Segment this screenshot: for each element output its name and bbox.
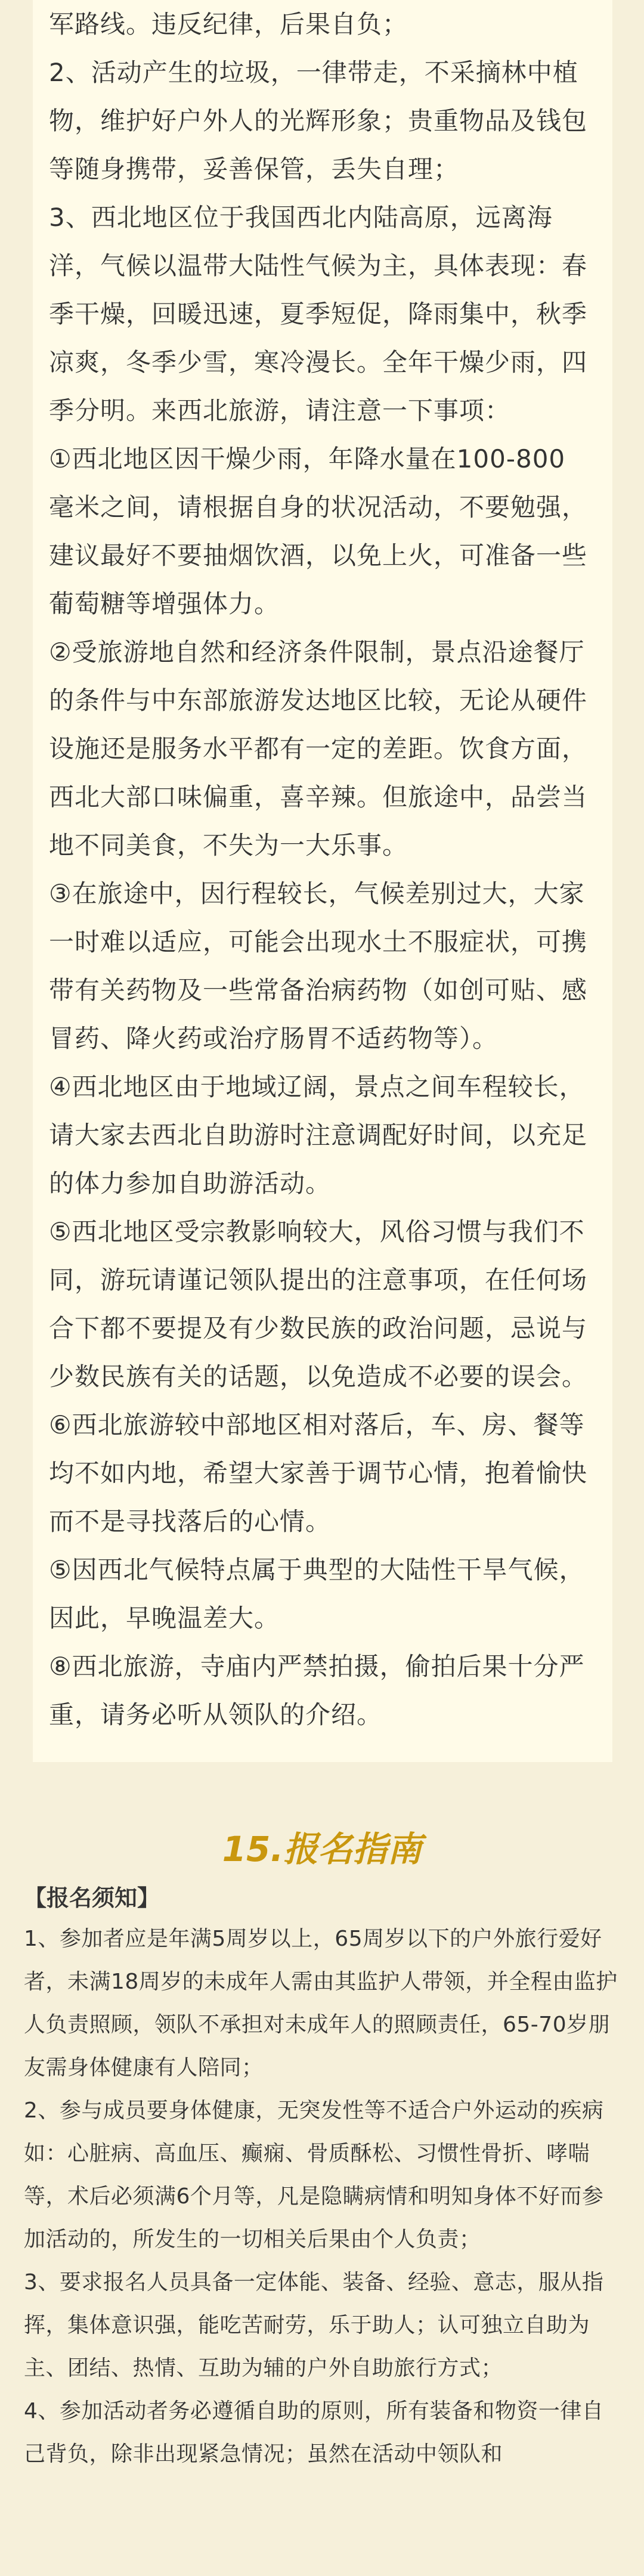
notice-paragraph: 3、西北地区位于我国西北内陆高原，远离海洋，气候以温带大陆性气候为主，具体表现：春季干燥，回暖迅速，夏季短促，降雨集中，秋季凉爽，冬季少雪，寒冷漫长。全年干燥少雨，四季分明。来西北旅游，请注意一下事项：	[49, 203, 588, 425]
notice-paragraph: ⑥西北旅游较中部地区相对落后，车、房、餐等均不如内地，希望大家善于调节心情，抱着愉快而不是寻找落后的心情。	[49, 1410, 588, 1536]
notice-paragraph: 2、活动产生的垃圾，一律带走，不采摘林中植物，维护好户外人的光辉形象；贵重物品及钱包等随身携带，妥善保管，丢失自理；	[49, 58, 588, 184]
guide-paragraph: 2、参与成员要身体健康，无突发性等不适合户外运动的疾病如：心脏病、高血压、癫痫、骨质酥松、习惯性骨折、哮喘等，术后必须满6个月等，凡是隐瞒病情和明知身体不好而参加活动的，所发生的一切相关后果由个人负责；	[24, 2098, 604, 2252]
notice-paragraph: ②受旅游地自然和经济条件限制，景点沿途餐厅的条件与中东部旅游发达地区比较，无论从硬件设施还是服务水平都有一定的差距。饮食方面，西北大部口味偏重，喜辛辣。但旅途中，品尝当地不同美食，不失为一大乐事。	[49, 637, 588, 860]
notice-paragraph: ⑤西北地区受宗教影响较大，风俗习惯与我们不同，游玩请谨记领队提出的注意事项，在任何场合下都不要提及有少数民族的政治问题，忌说与少数民族有关的话题，以免造成不必要的误会。	[49, 1217, 588, 1391]
guide-paragraph: 3、要求报名人员具备一定体能、装备、经验、意志，服从指挥，集体意识强，能吃苦耐劳，乐于助人；认可独立自助为主、团结、热情、互助为辅的户外自助旅行方式；	[24, 2270, 604, 2380]
notice-paragraph: ⑧西北旅游，寺庙内严禁拍摄，偷拍后果十分严重，请务必听从领队的介绍。	[49, 1652, 585, 1729]
registration-guide	[24, 1878, 623, 2476]
travel-notice-card	[33, 0, 612, 1762]
guide-paragraph: 1、参加者应是年满5周岁以上，65周岁以下的户外旅行爱好者，未满18周岁的未成年人需由其监护人带领，并全程由监护人负责照顾，领队不承担对未成年人的照顾责任，65-70岁朋友需身体健康有人陪同；	[24, 1927, 618, 2080]
guide-paragraph: 4、参加活动者务必遵循自助的原则，所有装备和物资一律自己背负，除非出现紧急情况；虽然在活动中领队和	[24, 2399, 604, 2466]
notice-paragraph: 军路线。违反纪律，后果自负；	[49, 10, 408, 39]
guide-heading: 【报名须知】	[24, 1885, 160, 1911]
notice-paragraph: ①西北地区因干燥少雨，年降水量在100-800毫米之间，请根据自身的状况活动，不要勉强，建议最好不要抽烟饮酒，以免上火，可准备一些葡萄糖等增强体力。	[49, 444, 588, 618]
notice-paragraph: ④西北地区由于地域辽阔，景点之间车程较长，请大家去西北自助游时注意调配好时间，以充足的体力参加自助游活动。	[49, 1072, 588, 1198]
notice-paragraph: ⑤因西北气候特点属于典型的大陆性干旱气候，因此，早晚温差大。	[49, 1555, 585, 1633]
section-title: 15.报名指南	[222, 1829, 422, 1869]
notice-paragraph: ③在旅途中，因行程较长，气候差别过大，大家一时难以适应，可能会出现水土不服症状，可携带有关药物及一些常备治病药物（如创可贴、感冒药、降火药或治疗肠胃不适药物等）。	[49, 879, 588, 1053]
